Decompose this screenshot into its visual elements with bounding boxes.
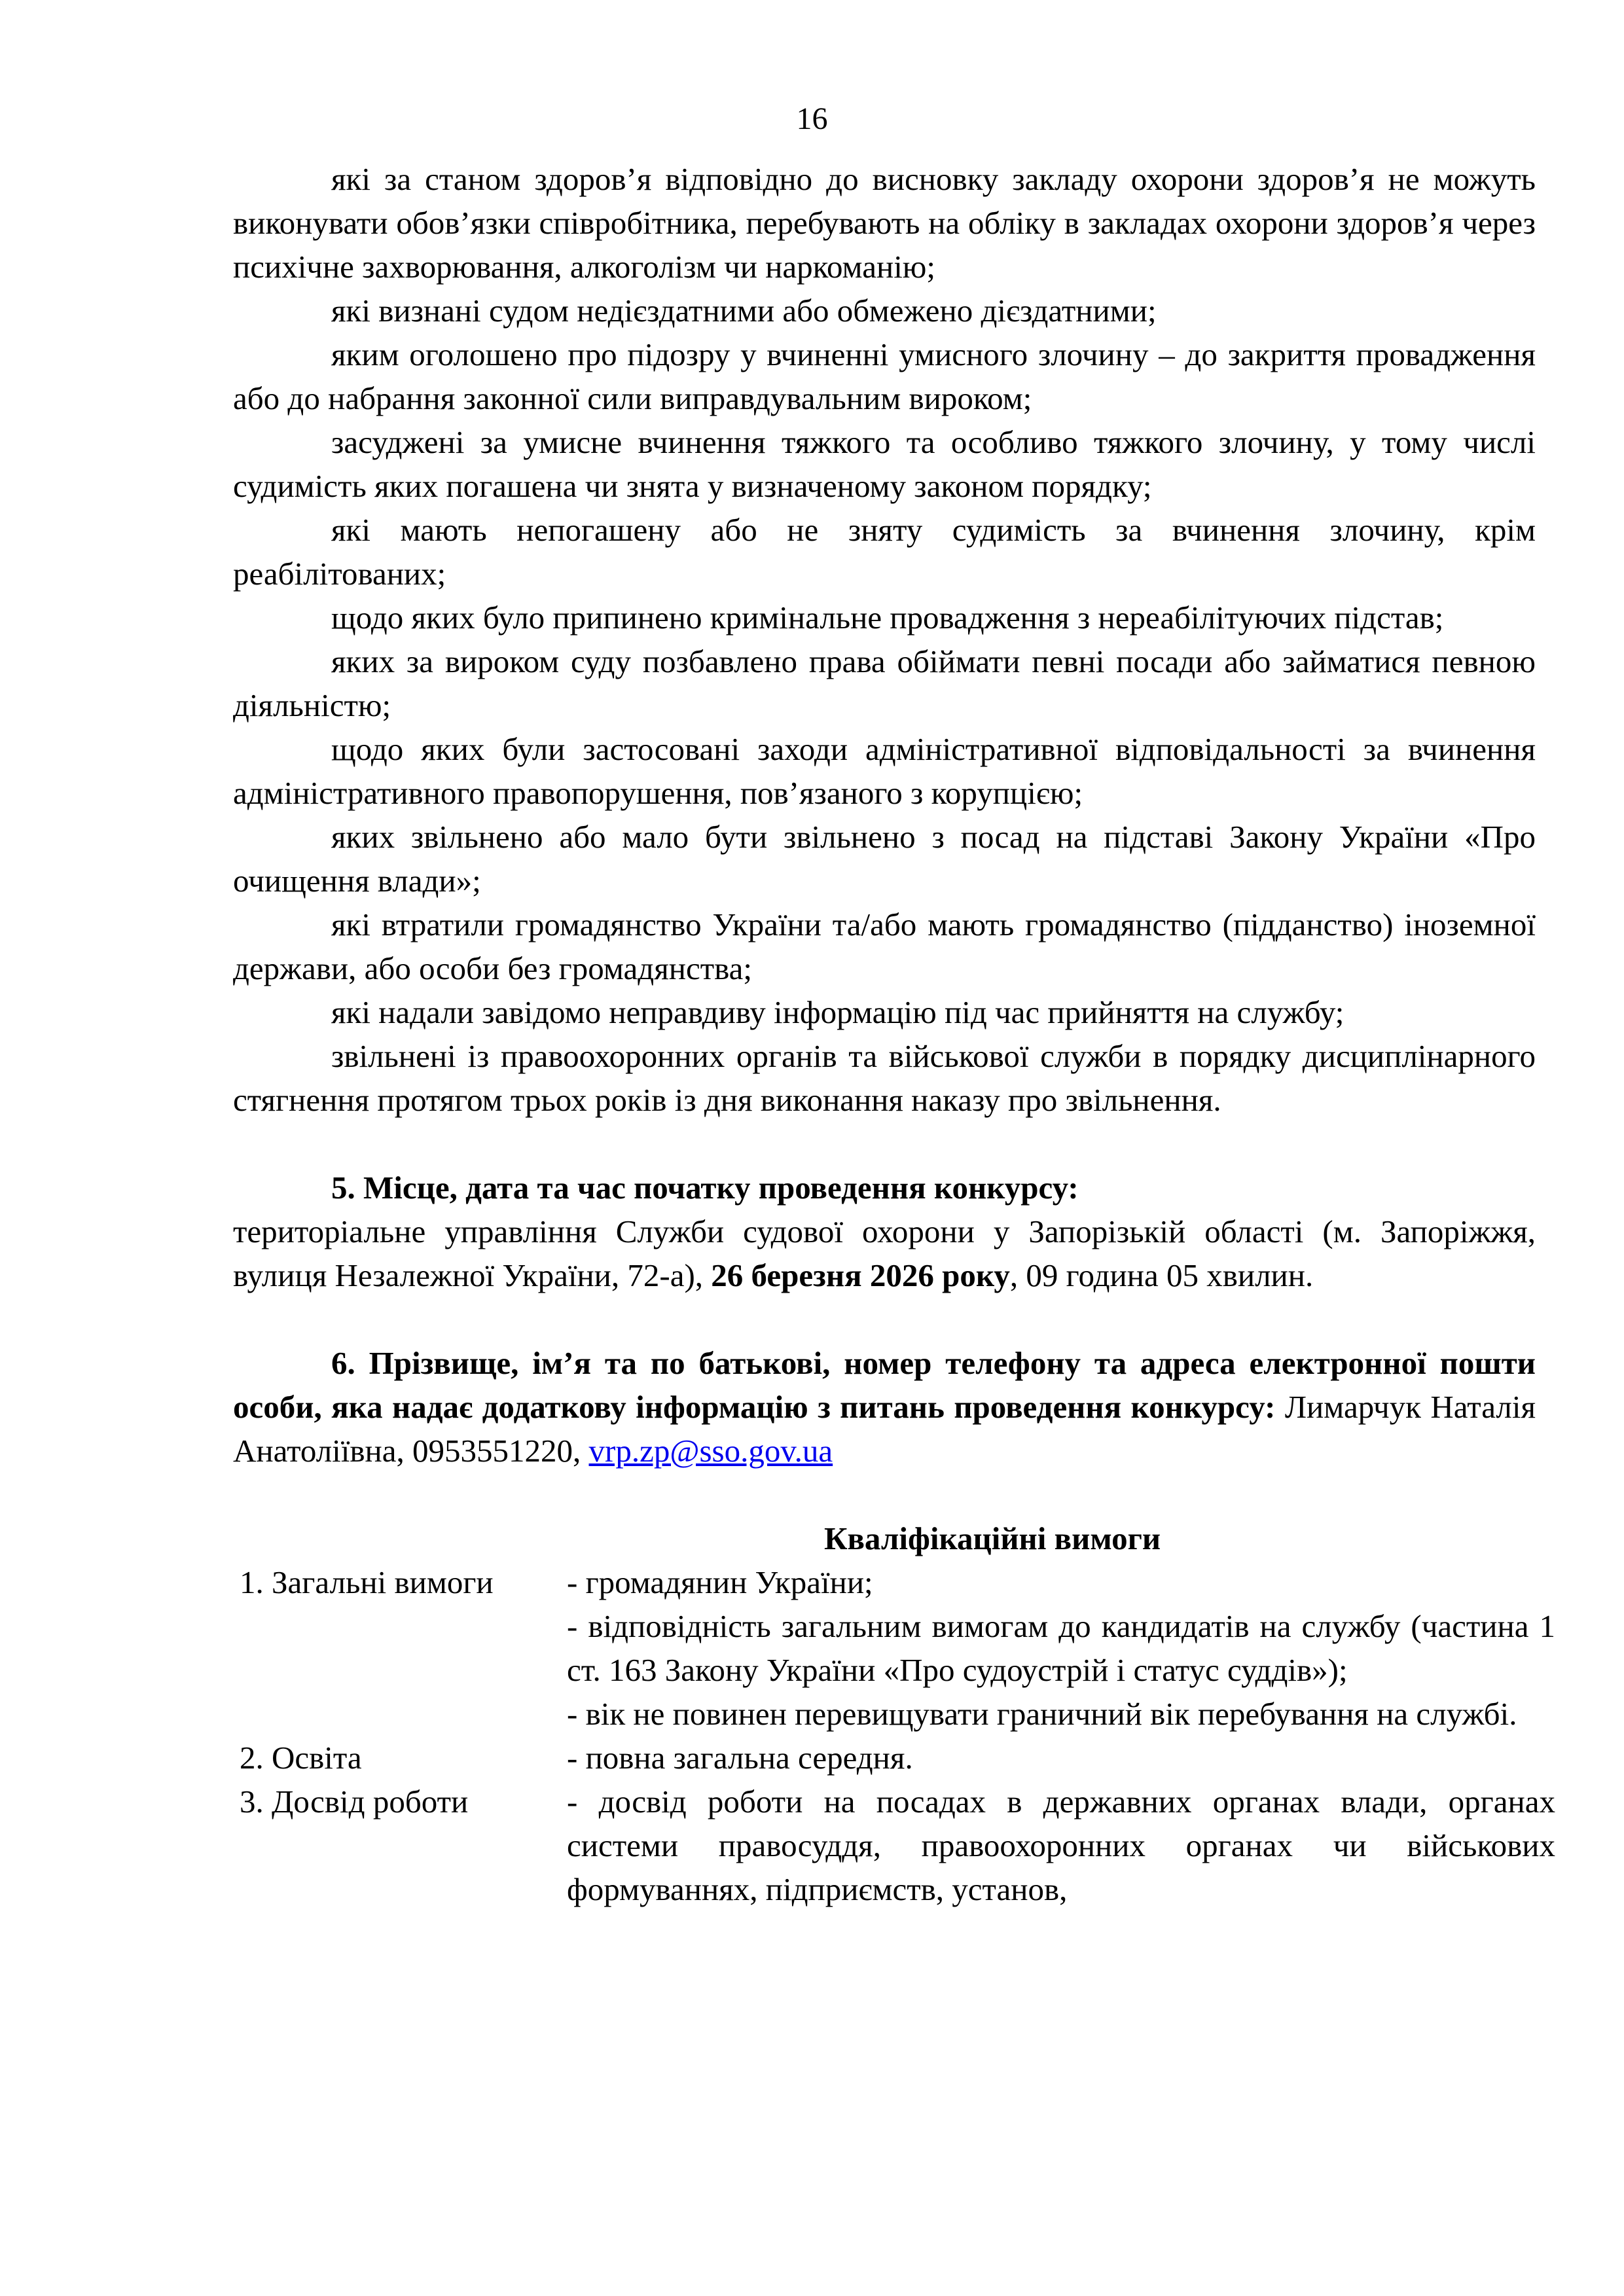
document-body — [233, 157, 1555, 1911]
qualification-label — [240, 1736, 567, 1780]
list-item: які надали завідомо неправдиву інформацію під час прийняття на службу; — [331, 994, 1344, 1030]
qualification-item: - громадянин України; — [567, 1564, 873, 1600]
table-row — [240, 1780, 1555, 1911]
section-competition-place — [233, 1166, 1536, 1297]
competition-time: , 09 година 05 хвилин. — [1009, 1257, 1314, 1293]
qualification-label — [240, 1780, 567, 1911]
email-link[interactable]: vrp.zp@sso.gov.ua — [588, 1433, 833, 1469]
list-item: які за станом здоров’я відповідно до висновку закладу охорони здоров’я не можуть виконувати обов’язки співробітника, перебувають на обліку в закладах охорони здоров’я через психічне захворювання, алкоголізм чи наркоманію; — [233, 161, 1536, 285]
section-contact — [233, 1341, 1536, 1473]
qualification-value — [567, 1780, 1555, 1911]
page-number: 16 — [796, 101, 828, 136]
requirements-list — [233, 157, 1536, 1122]
list-item: щодо яких було припинено кримінальне провадження з нереабілітуючих підстав; — [331, 600, 1444, 636]
qualification-item: - відповідність загальним вимогам до кандидатів на службу (частина 1 ст. 163 Закону України «Про судоустрій і статус суддів»); — [567, 1608, 1555, 1688]
qualification-item: - повна загальна середня. — [567, 1740, 913, 1776]
qualification-title: Кваліфікаційні вимоги — [823, 1520, 1161, 1556]
list-item: які втратили громадянство України та/або мають громадянство (підданство) іноземної держави, або особи без громадянства; — [233, 906, 1536, 986]
list-item: яких за вироком суду позбавлено права обіймати певні посади або займатися певною діяльністю; — [233, 643, 1536, 723]
competition-location: територіальне управління Служби судової охорони у Запорізькій області (м. Запоріжжя, вулиця Незалежної України, 72-а), — [233, 1213, 1536, 1293]
qualification-label — [240, 1560, 567, 1736]
list-item: засуджені за умисне вчинення тяжкого та особливо тяжкого злочину, у тому числі судимість яких погашена чи знята у визначеному законом порядку; — [233, 424, 1536, 504]
list-item: які визнані судом недієздатними або обмежено дієздатними; — [331, 293, 1157, 329]
contact-person: Лимарчук Наталія Анатоліївна, 0953551220, — [233, 1389, 1536, 1469]
list-item: щодо яких були застосовані заходи адміністративної відповідальності за вчинення адміністративного правопорушення, пов’язаного з корупцією; — [233, 731, 1536, 811]
label-text: 1. Загальні вимоги — [240, 1564, 494, 1600]
qualification-value — [567, 1560, 1555, 1736]
table-row — [240, 1736, 1555, 1780]
label-text: 2. Освіта — [240, 1740, 362, 1776]
section-text — [233, 1210, 1536, 1297]
list-item: яких звільнено або мало бути звільнено з посад на підставі Закону України «Про очищення влади»; — [233, 819, 1536, 899]
qualification-table — [240, 1560, 1555, 1911]
qualification-item: - досвід роботи на посадах в державних органах влади, органах системи правосуддя, правоохоронних органах чи військових формуваннях, підприємств, установ, — [567, 1784, 1555, 1907]
list-item: звільнені із правоохоронних органів та військової служби в порядку дисциплінарного стягнення протягом трьох років із дня виконання наказу про звільнення. — [233, 1038, 1536, 1118]
contact-paragraph — [233, 1341, 1536, 1473]
qualification-value — [567, 1736, 1555, 1780]
section-heading: 5. Місце, дата та час початку проведення конкурсу: — [331, 1170, 1079, 1206]
table-row — [240, 1560, 1555, 1736]
section-heading: 6. Прізвище, ім’я та по батькові, номер телефону та адреса електронної пошти особи, яка надає додаткову інформацію з питань проведення конкурсу: — [233, 1345, 1536, 1425]
qualification-item: - вік не повинен перевищувати граничний вік перебування на службі. — [567, 1696, 1517, 1732]
label-text: 3. Досвід роботи — [240, 1784, 469, 1820]
competition-date: 26 березня 2026 року — [711, 1257, 1010, 1293]
list-item: яким оголошено про підозру у вчиненні умисного злочину – до закриття провадження або до набрання законної сили виправдувальним вироком; — [233, 336, 1536, 416]
list-item: які мають непогашену або не зняту судимість за вчинення злочину, крім реабілітованих; — [233, 512, 1536, 592]
